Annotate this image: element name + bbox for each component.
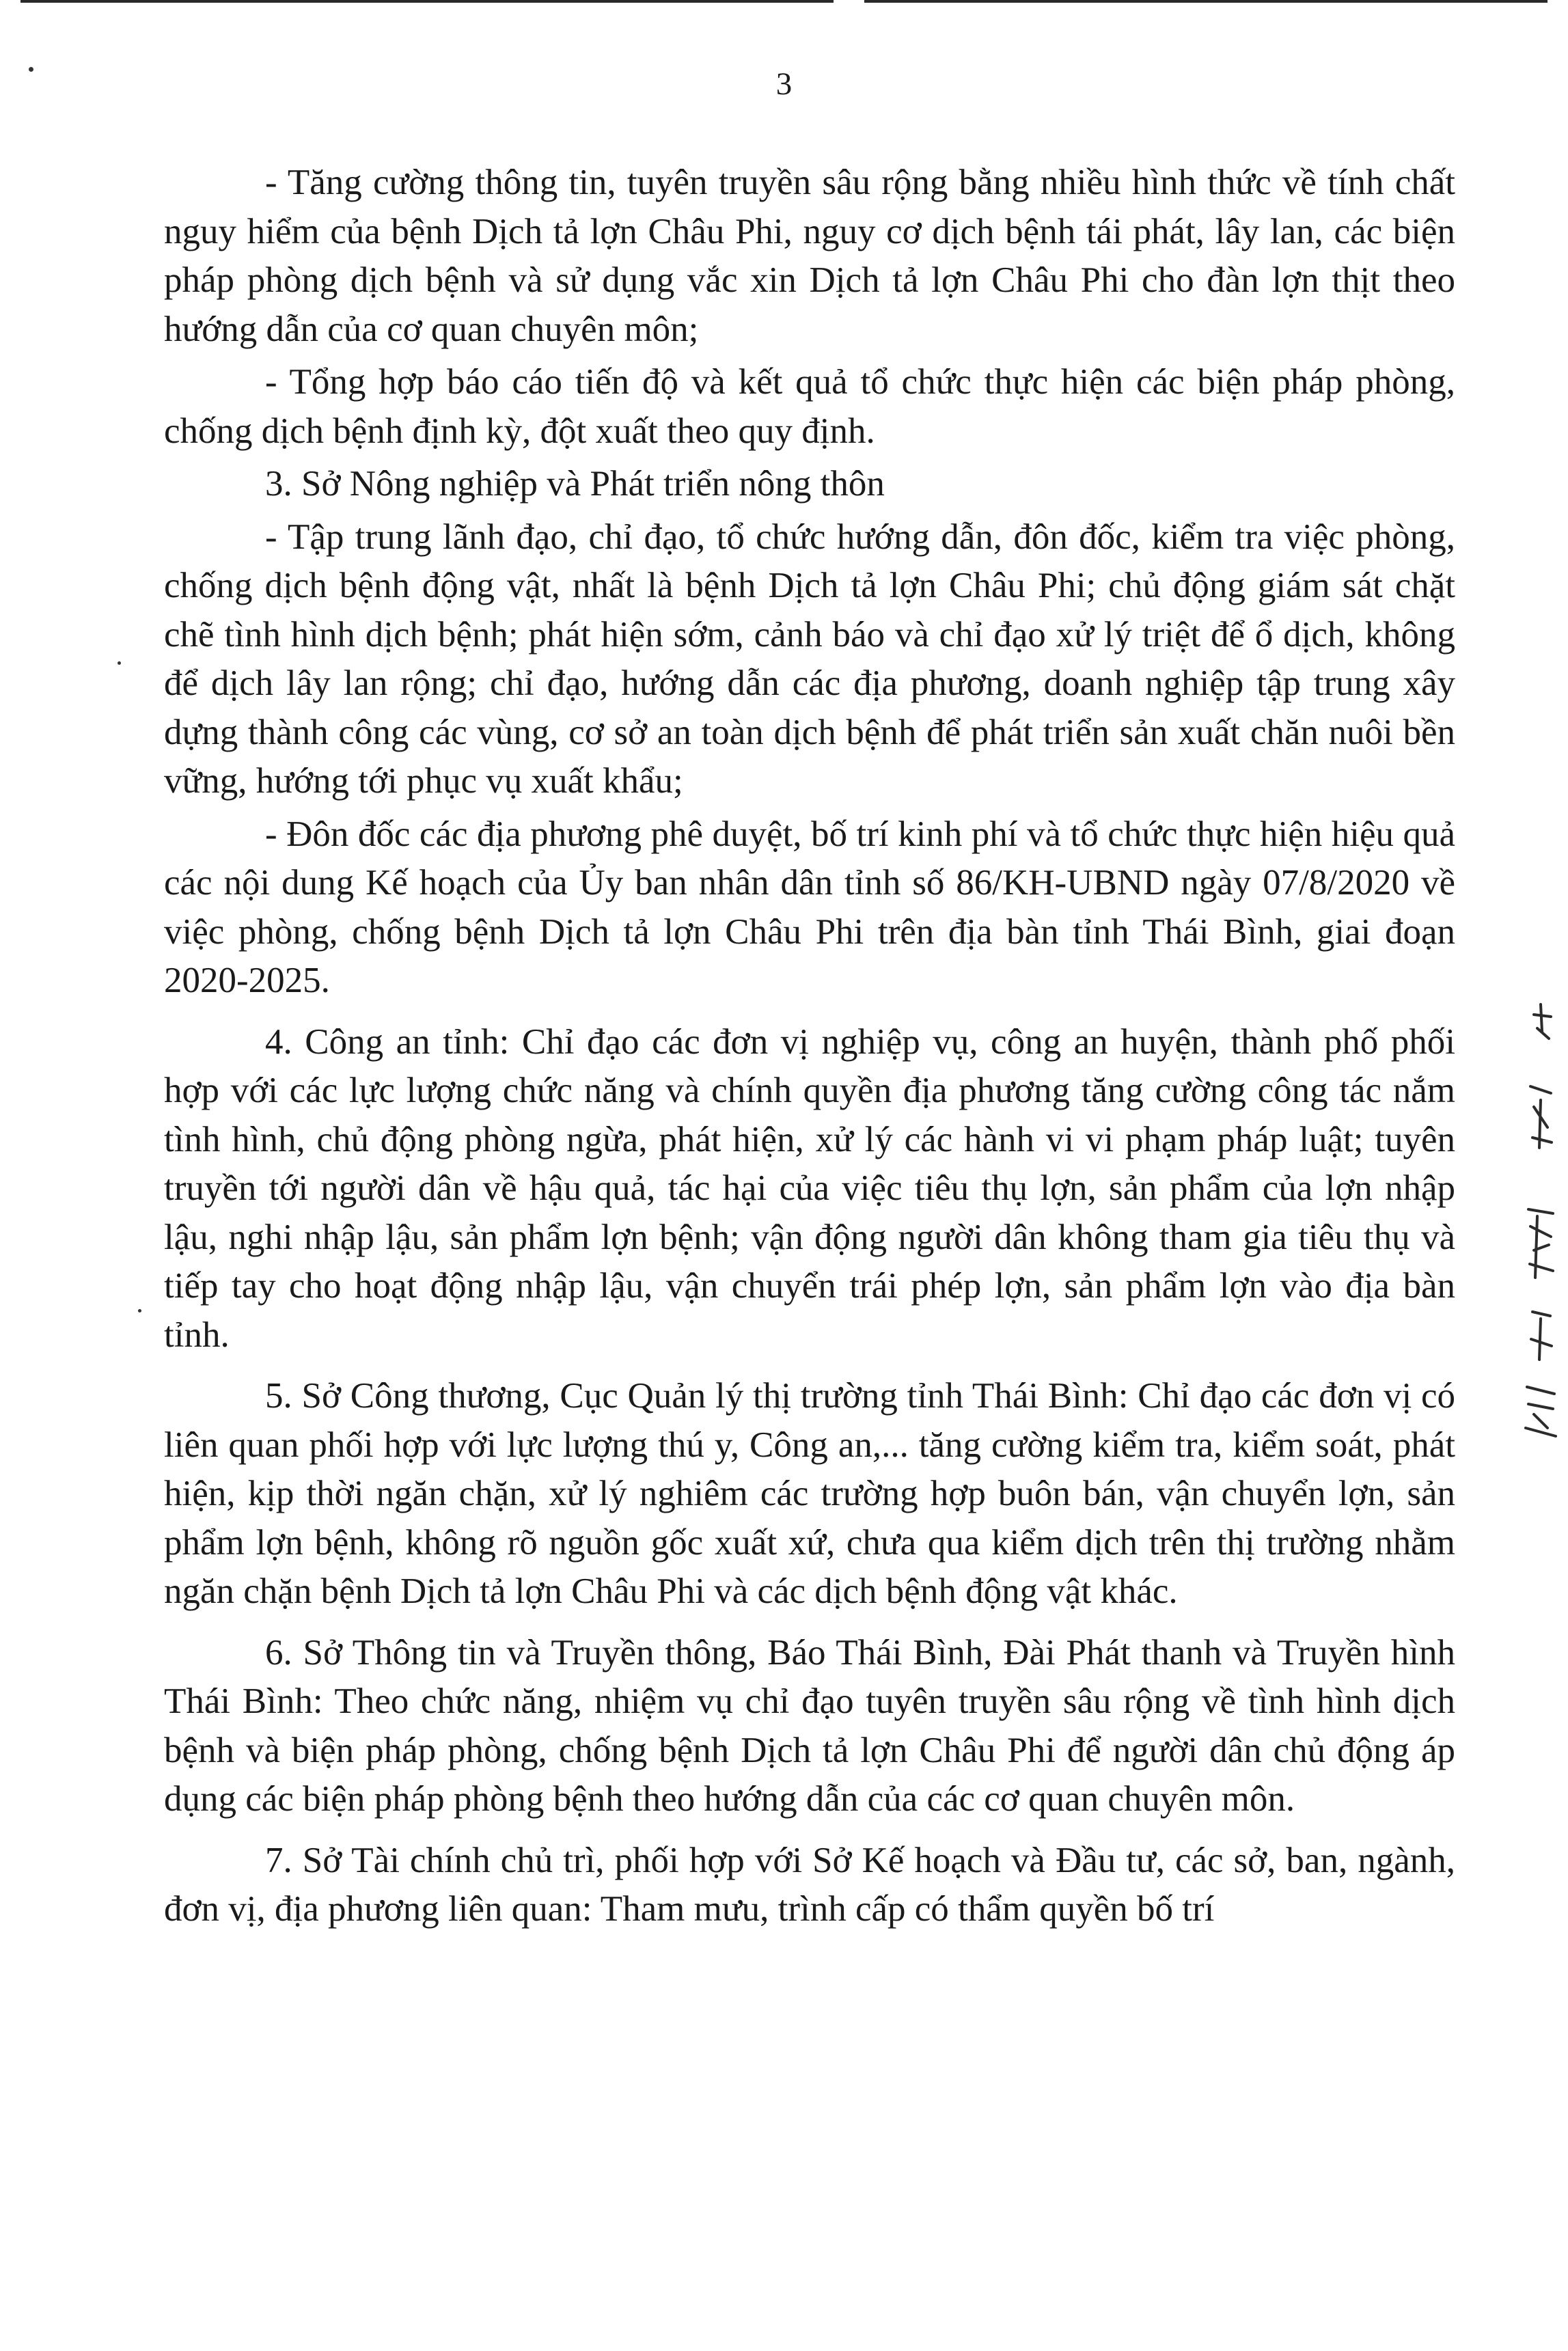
paragraph-industry-trade: 5. Sở Công thương, Cục Quản lý thị trường tỉnh Thái Bình: Chỉ đạo các đơn vị có liên quan phối hợp với lực lượng thú y, Công an,... tăng cường kiểm tra, kiểm soát, phát hiện, kịp thời ngăn chặn, xử lý nghiêm các trường hợp buôn bán, vận chuyển lợn, sản phẩm lợn bệnh, không rõ nguồn gốc xuất xứ, chưa qua kiểm dịch trên thị trường nhằm ngăn chặn bệnh Dịch tả lợn Châu Phi và các dịch bệnh động vật khác. xyxy=(164,1376,1455,1611)
paragraph-agriculture-plan: - Đôn đốc các địa phương phê duyệt, bố trí kinh phí và tổ chức thực hiện hiệu quả các nội dung Kế hoạch của Ủy ban nhân dân tỉnh số 86/KH-UBND ngày 07/8/2020 về việc phòng, chống bệnh Dịch tả lợn Châu Phi trên địa bàn tỉnh Thái Bình, giai đoạn 2020-2025. xyxy=(164,814,1455,1000)
paragraph-police: 4. Công an tỉnh: Chỉ đạo các đơn vị nghiệp vụ, công an huyện, thành phố phối hợp với các lực lượng chức năng và chính quyền địa phương tăng cường công tác nắm tình hình, chủ động phòng ngừa, phát hiện, xử lý các hành vi vi phạm pháp luật; tuyên truyền tới người dân về hậu quả, tác hại của việc tiêu thụ lợn, sản phẩm của lợn nhập lậu, nghi nhập lậu, sản phẩm lợn bệnh; vận động người dân không tham gia tiêu thụ và tiếp tay cho hoạt động nhập lậu, vận chuyển trái phép lợn, sản phẩm lợn vào địa bàn tỉnh. xyxy=(164,1021,1455,1355)
paragraph-heading-agriculture: 3. Sở Nông nghiệp và Phát triển nông thôn xyxy=(265,464,885,504)
top-border-left xyxy=(20,0,834,3)
paragraph-propaganda: - Tăng cường thông tin, tuyên truyền sâu rộng bằng nhiều hình thức về tính chất nguy hiểm của bệnh Dịch tả lợn Châu Phi, nguy cơ dịch bệnh tái phát, lây lan, các biện pháp phòng dịch bệnh và sử dụng vắc xin Dịch tả lợn Châu Phi cho đàn lợn thịt theo hướng dẫn của cơ quan chuyên môn; xyxy=(164,163,1455,349)
paragraph-report: - Tổng hợp báo cáo tiến độ và kết quả tổ chức thực hiện các biện pháp phòng, chống dịch bệnh định kỳ, đột xuất theo quy định. xyxy=(164,362,1455,451)
paragraph-agriculture-duties: - Tập trung lãnh đạo, chỉ đạo, tổ chức hướng dẫn, đôn đốc, kiểm tra việc phòng, chống dịch bệnh động vật, nhất là bệnh Dịch tả lợn Châu Phi; chủ động giám sát chặt chẽ tình hình dịch bệnh; phát hiện sớm, cảnh báo và chỉ đạo xử lý triệt để ổ dịch, không để dịch lây lan rộng; chỉ đạo, hướng dẫn các địa phương, doanh nghiệp tập trung xây dựng thành công các vùng, cơ sở an toàn dịch bệnh để phát triển sản xuất chăn nuôi bền vững, hướng tới phục vụ xuất khẩu; xyxy=(164,517,1455,801)
scan-speck xyxy=(138,1309,141,1312)
scan-speck xyxy=(118,661,121,665)
page-number: 3 xyxy=(775,66,793,102)
paragraph-information: 6. Sở Thông tin và Truyền thông, Báo Thái Bình, Đài Phát thanh và Truyền hình Thái Bình: Theo chức năng, nhiệm vụ chỉ đạo tuyên truyền sâu rộng về tình hình dịch bệnh và biện pháp phòng, chống bệnh Dịch tả lợn Châu Phi để người dân chủ động áp dụng các biện pháp phòng bệnh theo hướng dẫn của các cơ quan chuyên môn. xyxy=(164,1632,1455,1819)
top-border-right xyxy=(864,0,1548,3)
document-body xyxy=(164,159,1455,1938)
paragraph-finance: 7. Sở Tài chính chủ trì, phối hợp với Sở Kế hoạch và Đầu tư, các sở, ban, ngành, đơn vị, địa phương liên quan: Tham mưu, trình cấp có thẩm quyền bố trí xyxy=(164,1840,1455,1929)
margin-stamp-marks xyxy=(1513,991,1561,1510)
